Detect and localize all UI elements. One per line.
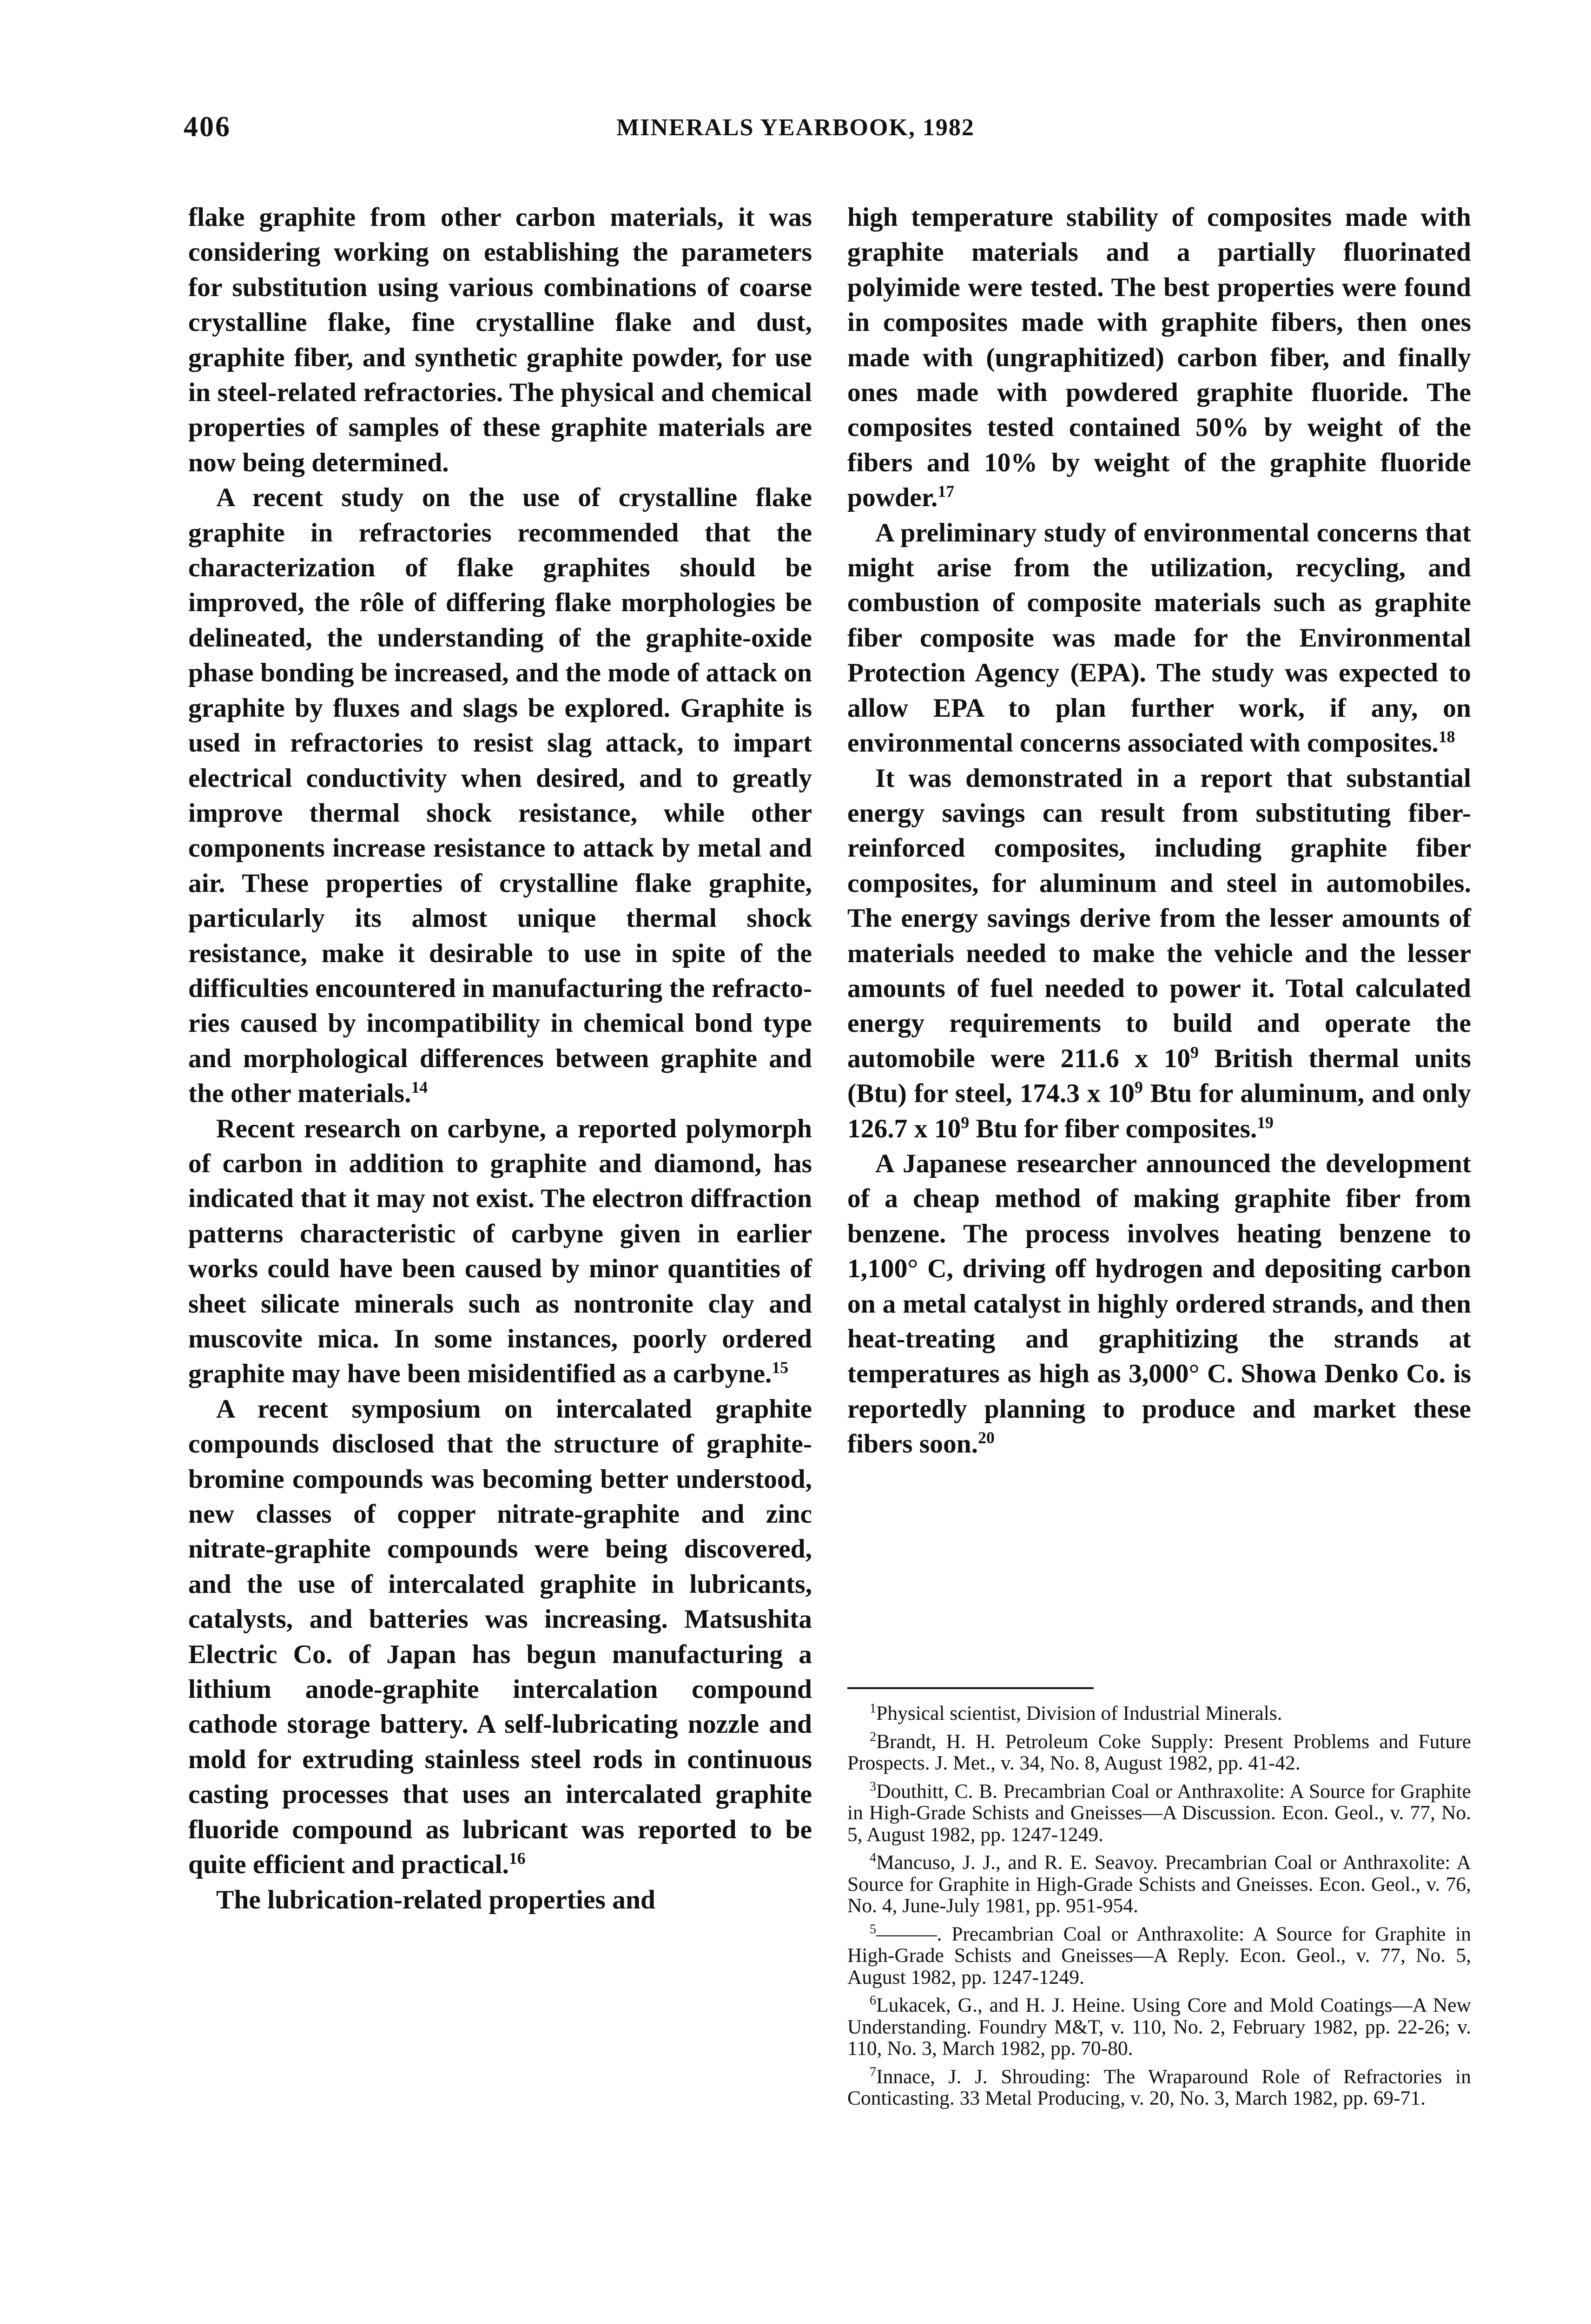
- paragraph-text: It was demonstrated in a report that substantial energy savings can result from substituting fiber-reinforced composites, including graphite fiber composites, for aluminum and steel in automobiles. The energy savings derive from the lesser amounts of materials needed to make the vehicle and the lesser amounts of fuel needed to power it. Total calculated energy requirements to build and operate the automobile were 211.6: [847, 763, 1471, 1073]
- paragraph: [847, 1146, 1471, 1462]
- paragraph: [847, 200, 1471, 515]
- paragraph-text: The lubrication-related properties and: [216, 1885, 656, 1915]
- paragraph: [188, 1111, 812, 1392]
- paragraph: [188, 480, 812, 1111]
- footnote-number: 6: [870, 1993, 877, 2008]
- footnote-ref: 20: [978, 1428, 995, 1447]
- times-ten: x 10: [1087, 1079, 1135, 1109]
- footnote-ref: 19: [1257, 1113, 1274, 1132]
- footnote-text: Brandt, H. H. Petroleum Coke Supply: Present Problems and Future Prospects. J. Met., v. 34, No. 8, August 1982, pp. 41-42.: [847, 1730, 1471, 1774]
- footnote: [847, 1781, 1471, 1846]
- times-ten: x 10: [1135, 1043, 1191, 1073]
- footnote-number: 3: [870, 1779, 877, 1794]
- footnote: [847, 1703, 1471, 1724]
- footnote-text: Mancuso, J. J., and R. E. Seavoy. Precambrian Coal or Anthraxolite: A Source for Graphite in High-Grade Schists and Gneisses. Econ. Geol., v. 76, No. 4, June-July 1981, pp. 951-954.: [847, 1851, 1471, 1917]
- exponent: 9: [1190, 1043, 1199, 1062]
- footnote-text: Lukacek, G., and H. J. Heine. Using Core and Mold Coatings—A New Understanding. Foundry M&T, v. 110, No. 2, February 1982, pp. 22-26; v. 110, No. 3, March 1982, pp. 70-80.: [847, 1994, 1471, 2060]
- footnote-number: 5: [870, 1922, 877, 1936]
- exponent: 9: [961, 1113, 970, 1132]
- footnote-number: 1: [870, 1701, 877, 1716]
- paragraph-text: A preliminary study of environmental concerns that might arise from the utilization, recycling, and combustion of composite materials such as graphite fiber composite was made for the Environmental Protection Agency (EPA). The study was expected to allow EPA to plan further work, if any, on environmental concerns associated with composites.: [847, 518, 1471, 758]
- paragraph: [188, 1392, 812, 1882]
- footnote: [847, 1994, 1471, 2060]
- paragraph: [188, 1882, 812, 1917]
- paragraph-text: Recent research on carbyne, a reported polymorph of carbon in addition to graphite and diamond, has indicated that it may not exist. The electron diffraction patterns characteristic of carbyne given in earlier works could have been caused by minor quantities of sheet silicate minerals such as nontronite clay and muscovite mica. In some instances, poorly ordered graphite may have been misidentified as a carbyne.: [188, 1114, 812, 1389]
- footnote-ref: 16: [508, 1849, 526, 1868]
- footnote-ref: 14: [411, 1078, 428, 1096]
- footnote-number: 4: [870, 1850, 877, 1865]
- footnote-text: Physical scientist, Division of Industrial Minerals.: [876, 1702, 1282, 1724]
- footnote-ref: 15: [772, 1358, 789, 1377]
- paragraph-text: A recent study on the use of crystalline flake graphite in refractories recommended that the characterization of flake graphites should be improved, the rôle of differing flake morphologies be delineated, the understanding of the graphite-oxide phase bonding be increased, and the mode of attack on graphite by fluxes and slags be explored. Graphite is used in refractories to resist slag attack, to impart electrical conductivity when desired, and to greatly improve thermal shock resistance, while other components increase resistance to attack by metal and air. These properties of crystalline flake graphite, particularly its almost unique thermal shock resistance, make it desirable to use in spite of the difficulties encountered in manufacturing the refractories caused by incompatibility in chemical bond type and morphological differences between graphite and the other materials.: [188, 483, 812, 1109]
- left-column: [188, 200, 812, 1917]
- footnote: [847, 2066, 1471, 2109]
- footnote-number: 2: [870, 1730, 877, 1744]
- footnote-text: Innace, J. J. Shrouding: The Wraparound Role of Refractories in Conticasting. 33 Metal Producing, v. 20, No. 3, March 1982, pp. 69-71.: [847, 2065, 1471, 2109]
- times-ten: x 10: [914, 1114, 961, 1143]
- footnote: [847, 1852, 1471, 1917]
- footnote-divider: [847, 1687, 1094, 1689]
- footnote-ref: 17: [937, 482, 955, 501]
- paragraph: [188, 200, 812, 480]
- paragraph-text: British thermal units (Btu) for steel, 174.3: [847, 1043, 1472, 1109]
- footnote: [847, 1731, 1471, 1774]
- running-title: MINERALS YEARBOOK, 1982: [616, 114, 975, 141]
- footnote: [847, 1923, 1471, 1988]
- right-column: [847, 200, 1471, 1462]
- paragraph-text: Btu for fiber composites.: [976, 1114, 1257, 1143]
- paragraph: [847, 515, 1471, 761]
- paragraph-text: Btu for aluminum, and only 126.7: [847, 1079, 1472, 1143]
- paragraph-text: A recent symposium on intercalated graphite compounds disclosed that the structure of graphite-bromine compounds was becoming better understood, new classes of copper nitrate-graphite and zinc nitrate-graphite compounds were being discovered, and the use of intercalated graphite in lubricants, catalysts, and batteries was increasing. Matsushita Electric Co. of Japan has begun manufacturing a lithium anode-graphite intercalation compound cathode storage battery. A self-lubricating nozzle and mold for extruding stainless steel rods in continuous casting processes that uses an intercalated graphite fluoride compound as lubricant was reported to be quite efficient and practical.: [188, 1394, 812, 1880]
- footnote-text: ———. Precambrian Coal or Anthraxolite: A Source for Graphite in High-Grade Schists and Gneisses—A Reply. Econ. Geol., v. 77, No. 5, August 1982, pp. 1247-1249.: [847, 1922, 1471, 1988]
- paragraph-text: high temperature stability of composites made with graphite materials and a partially fluorinated polyimide were tested. The best properties were found in composites made with graphite fibers, then ones made with (ungraphitized) carbon fiber, and finally ones made with powdered graphite fluoride. The composites tested contained 50% by weight of the fibers and 10% by weight of the graphite fluoride powder.: [847, 203, 1471, 513]
- footnotes: [847, 1703, 1471, 2116]
- footnote-text: Douthitt, C. B. Precambrian Coal or Anthraxolite: A Source for Graphite in High-Grade Schists and Gneisses—A Discussion. Econ. Geol., v. 77, No. 5, August 1982, pp. 1247-1249.: [847, 1780, 1471, 1846]
- page-number: 406: [184, 111, 231, 143]
- paragraph-text: flake graphite from other carbon materials, it was considering working on establishing the parameters for substitution using various combinations of coarse crystalline flake, fine crystalline flake and dust, graphite fiber, and synthetic graphite powder, for use in steel-related refractories. The physical and chemical properties of samples of these graphite materials are now being determined.: [188, 203, 812, 477]
- footnote-number: 7: [870, 2065, 877, 2079]
- paragraph-text: A Japanese researcher announced the development of a cheap method of making graphite fiber from benzene. The process involves heating benzene to 1,100° C, driving off hydrogen and depositing carbon on a metal catalyst in highly ordered strands, and then heat-treating and graphitizing the strands at temperatures as high as 3,000° C. Showa Denko Co. is reportedly planning to produce and market these fibers soon.: [847, 1149, 1471, 1459]
- exponent: 9: [1135, 1078, 1143, 1096]
- footnote-ref: 18: [1438, 727, 1455, 746]
- paragraph: [847, 761, 1471, 1146]
